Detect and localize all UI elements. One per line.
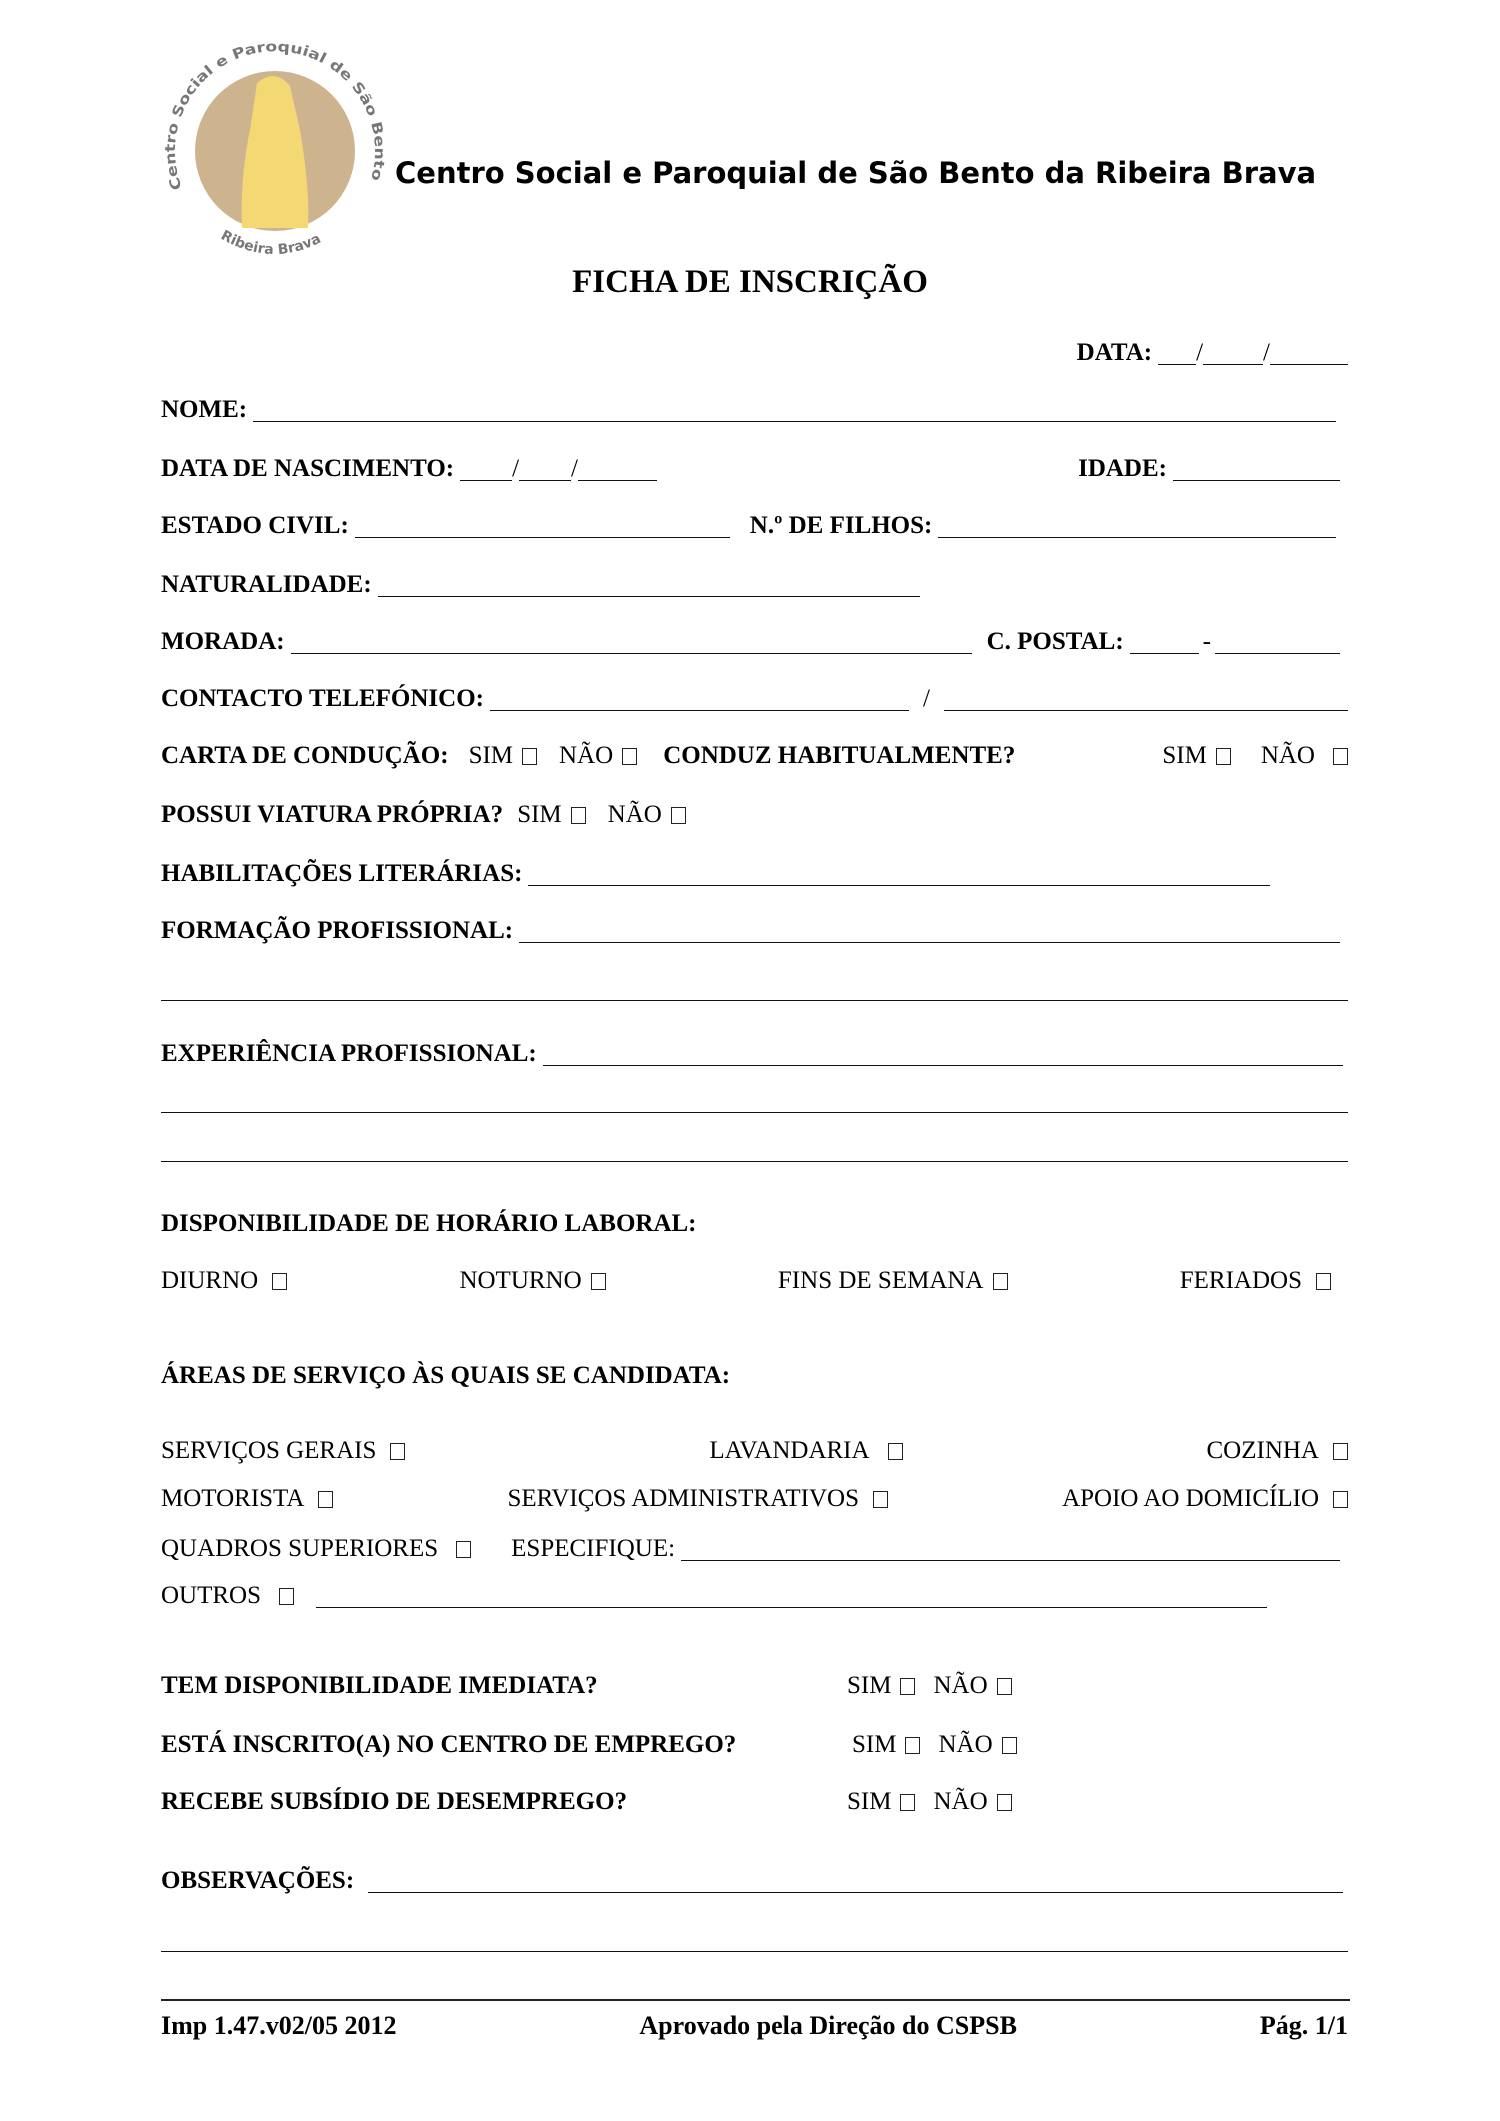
unemployment-benefit-label: RECEBE SUBSÍDIO DE DESEMPREGO? [161, 1788, 628, 1815]
name-label: NOME: [161, 396, 248, 423]
schedule-day-option [161, 1264, 287, 1298]
training-row [161, 914, 1348, 948]
experience-field-line-2[interactable] [161, 1112, 1348, 1113]
phone-label: CONTACTO TELEFÓNICO: [161, 685, 484, 712]
areas-row-4 [161, 1579, 1348, 1613]
date-day-field[interactable] [1158, 364, 1196, 365]
name-field[interactable] [253, 421, 1336, 422]
experience-label: EXPERIÊNCIA PROFISSIONAL: [161, 1040, 537, 1067]
yes-label: SIM [852, 1731, 897, 1758]
birth-row [161, 452, 1348, 486]
birth-year-field[interactable] [578, 480, 657, 481]
vehicle-row [161, 798, 1348, 832]
date-year-field[interactable] [1270, 364, 1348, 365]
license-yes-checkbox[interactable] [522, 748, 537, 765]
date-row [161, 336, 1348, 370]
area-senior-checkbox[interactable] [456, 1541, 471, 1558]
yes-label: SIM [847, 1788, 892, 1815]
age-field[interactable] [1173, 480, 1340, 481]
phone-field-1[interactable] [490, 710, 909, 711]
training-field[interactable] [519, 942, 1340, 943]
schedule-night-option [459, 1264, 605, 1298]
areas-row-1 [161, 1434, 1348, 1468]
area-admin-label: SERVIÇOS ADMINISTRATIVOS [507, 1485, 859, 1512]
organization-name: Centro Social e Paroquial de São Bento da Ribeira Brava [395, 156, 1317, 190]
footer-divider [161, 1999, 1350, 2001]
date-sep: / [1263, 339, 1270, 366]
no-label: NÃO [933, 1788, 988, 1815]
vehicle-no-checkbox[interactable] [671, 807, 686, 824]
date-sep: / [571, 455, 578, 482]
area-home-support-label: APOIO AO DOMICÍLIO [1062, 1485, 1319, 1512]
organization-logo [160, 38, 390, 266]
license-label: CARTA DE CONDUÇÃO: [161, 742, 449, 769]
license-no-checkbox[interactable] [622, 748, 637, 765]
footer-approval: Aprovado pela Direção do CSPSB [639, 2011, 1017, 2040]
civil-status-field[interactable] [355, 537, 730, 538]
yes-label: SIM [847, 1672, 892, 1699]
date-month-field[interactable] [1203, 364, 1263, 365]
area-kitchen-label: COZINHA [1206, 1437, 1319, 1464]
schedule-holidays-checkbox[interactable] [1316, 1273, 1331, 1290]
address-field[interactable] [291, 653, 972, 654]
observations-field[interactable] [368, 1892, 1343, 1893]
area-general-label: SERVIÇOS GERAIS [161, 1437, 377, 1464]
question-row-1 [161, 1669, 1348, 1703]
drives-yes-checkbox[interactable] [1216, 748, 1231, 765]
schedule-weekends-label: FINS DE SEMANA [777, 1267, 984, 1294]
license-no-label: NÃO [559, 742, 614, 769]
education-label: HABILITAÇÕES LITERÁRIAS: [161, 860, 523, 887]
name-row [161, 393, 1348, 427]
area-driver-option [161, 1482, 333, 1516]
footer-document-code: Imp 1.47.v02/05 2012 [161, 2011, 397, 2040]
schedule-heading: DISPONIBILIDADE DE HORÁRIO LABORAL: [161, 1210, 697, 1237]
benefit-no-checkbox[interactable] [997, 1794, 1012, 1811]
drives-no-label: NÃO [1260, 742, 1315, 769]
civil-status-label: ESTADO CIVIL: [161, 512, 349, 539]
postal-label: C. POSTAL: [986, 628, 1124, 655]
areas-heading: ÁREAS DE SERVIÇO ÀS QUAIS SE CANDIDATA: [161, 1362, 731, 1389]
area-kitchen-option [1207, 1434, 1349, 1468]
observations-field-line-2[interactable] [161, 1951, 1348, 1952]
drives-yes-label: SIM [1162, 742, 1207, 769]
experience-field[interactable] [543, 1065, 1343, 1066]
vehicle-label: POSSUI VIATURA PRÓPRIA? [161, 801, 504, 828]
drives-label: CONDUZ HABITUALMENTE? [663, 742, 1016, 769]
civil-row [161, 509, 1348, 543]
schedule-weekends-option [778, 1264, 1008, 1298]
phone-sep: / [923, 685, 930, 712]
observations-row [161, 1864, 1348, 1898]
area-driver-label: MOTORISTA [161, 1485, 305, 1512]
employment-center-label: ESTÁ INSCRITO(A) NO CENTRO DE EMPREGO? [161, 1731, 737, 1758]
children-label: N.º DE FILHOS: [749, 512, 933, 539]
birth-date-label: DATA DE NASCIMENTO: [161, 455, 455, 482]
birthplace-label: NATURALIDADE: [161, 571, 372, 598]
area-general-option [161, 1434, 405, 1468]
experience-field-line-3[interactable] [161, 1161, 1348, 1162]
drives-no-checkbox[interactable] [1333, 748, 1348, 765]
areas-row-2 [161, 1482, 1348, 1516]
schedule-options-row [161, 1264, 1331, 1298]
license-row [161, 739, 1348, 773]
areas-heading-row [161, 1359, 1348, 1393]
employment-no-checkbox[interactable] [1002, 1737, 1017, 1754]
vehicle-yes-checkbox[interactable] [571, 807, 586, 824]
address-label: MORADA: [161, 628, 285, 655]
area-admin-checkbox[interactable] [873, 1491, 888, 1508]
vehicle-yes-label: SIM [517, 801, 562, 828]
area-kitchen-checkbox[interactable] [1333, 1443, 1348, 1460]
svg-text:Ribeira Brava: Ribeira Brava [218, 227, 324, 259]
employment-yes-checkbox[interactable] [905, 1737, 920, 1754]
training-label: FORMAÇÃO PROFISSIONAL: [161, 917, 514, 944]
footer [161, 2010, 1348, 2042]
area-home-support-option [1062, 1482, 1348, 1516]
immediate-no-checkbox[interactable] [997, 1678, 1012, 1695]
children-field[interactable] [938, 537, 1336, 538]
area-admin-option [507, 1482, 888, 1516]
area-other-field[interactable] [316, 1607, 1267, 1608]
schedule-day-label: DIURNO [161, 1267, 259, 1294]
date-sep: / [1196, 339, 1204, 366]
observations-label: OBSERVAÇÕES: [161, 1867, 355, 1894]
education-row [161, 857, 1348, 891]
question-row-2 [161, 1728, 1348, 1762]
area-general-checkbox[interactable] [390, 1443, 405, 1460]
area-home-support-checkbox[interactable] [1333, 1491, 1348, 1508]
phone-row [161, 682, 1348, 716]
schedule-holidays-option [1180, 1264, 1331, 1298]
schedule-weekends-checkbox[interactable] [993, 1273, 1008, 1290]
birthplace-field[interactable] [378, 596, 920, 597]
license-yes-label: SIM [468, 742, 514, 769]
no-label: NÃO [938, 1731, 993, 1758]
date-label: DATA: [1076, 339, 1153, 366]
birth-day-field[interactable] [460, 480, 512, 481]
experience-row [161, 1037, 1348, 1071]
area-laundry-checkbox[interactable] [888, 1443, 903, 1460]
postal-suffix-field[interactable] [1215, 653, 1340, 654]
training-field-line-2[interactable] [161, 1000, 1348, 1001]
area-driver-checkbox[interactable] [318, 1491, 333, 1508]
address-row [161, 625, 1348, 659]
area-other-label: OUTROS [161, 1582, 262, 1609]
area-laundry-option [709, 1434, 902, 1468]
no-label: NÃO [933, 1672, 988, 1699]
form-title: FICHA DE INSCRIÇÃO [572, 264, 928, 300]
education-field[interactable] [528, 885, 1270, 886]
area-laundry-label: LAVANDARIA [709, 1437, 870, 1464]
birth-month-field[interactable] [519, 480, 571, 481]
benefit-yes-checkbox[interactable] [900, 1794, 915, 1811]
svg-text:Centro Social e Paroquial de S: Centro Social e Paroquial de São Bento [162, 39, 388, 192]
postal-sep: - [1202, 628, 1211, 655]
date-sep: / [512, 455, 520, 482]
areas-row-3 [161, 1532, 1348, 1566]
schedule-night-label: NOTURNO [459, 1267, 582, 1294]
schedule-heading-row [161, 1207, 1348, 1241]
age-label: IDADE: [1078, 455, 1167, 482]
area-other-checkbox[interactable] [279, 1588, 294, 1605]
schedule-holidays-label: FERIADOS [1179, 1267, 1302, 1294]
phone-field-2[interactable] [944, 710, 1348, 711]
vehicle-no-label: NÃO [607, 801, 662, 828]
specify-label: ESPECIFIQUE: [511, 1535, 676, 1562]
immediate-yes-checkbox[interactable] [900, 1678, 915, 1695]
area-senior-label: QUADROS SUPERIORES [161, 1535, 439, 1562]
schedule-night-checkbox[interactable] [591, 1273, 606, 1290]
specify-field[interactable] [681, 1560, 1340, 1561]
footer-page-number: Pág. 1/1 [1259, 2011, 1348, 2040]
postal-prefix-field[interactable] [1130, 653, 1199, 654]
question-row-3 [161, 1785, 1348, 1819]
immediate-availability-label: TEM DISPONIBILIDADE IMEDIATA? [161, 1672, 598, 1699]
schedule-day-checkbox[interactable] [272, 1273, 287, 1290]
birthplace-row [161, 568, 1348, 602]
